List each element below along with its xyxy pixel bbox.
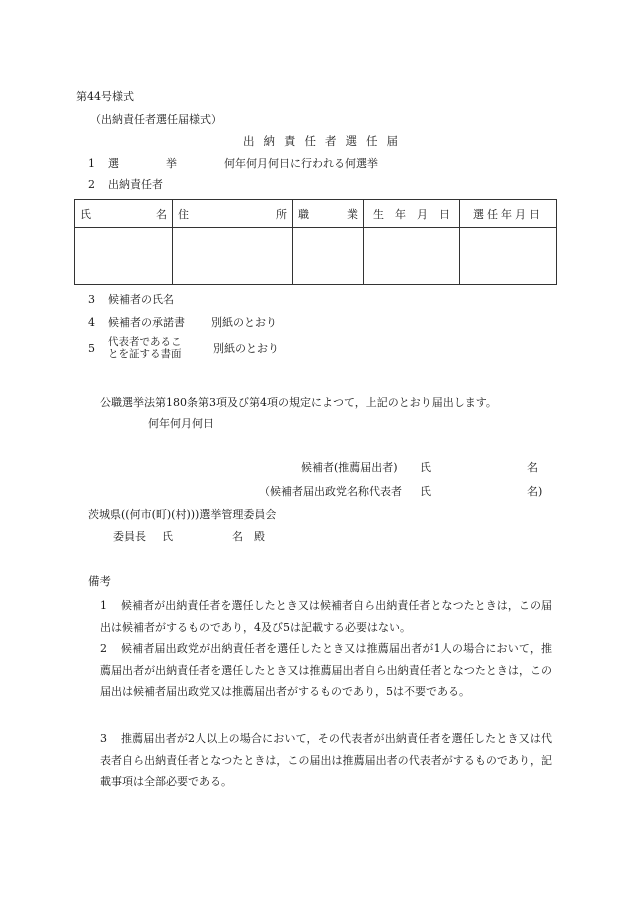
form-number: 第44号様式 xyxy=(76,90,134,103)
remark-note xyxy=(100,728,552,793)
signature-party-label: （候補者届出政党名称代表者 xyxy=(259,485,402,498)
item-representative-proof xyxy=(88,336,279,360)
item-label: 候補者の氏名 xyxy=(108,293,174,306)
item-label-a: 選 xyxy=(108,157,119,170)
remark-number: 2 xyxy=(100,642,107,655)
signature-candidate-label: 候補者(推薦届出者) xyxy=(301,461,398,474)
item-number: 4 xyxy=(88,316,95,329)
item-consent xyxy=(88,316,277,329)
header-occupation: 職 業 xyxy=(293,200,364,228)
remark-note xyxy=(100,638,552,703)
signature-candidate-na: 名 xyxy=(527,461,538,474)
form-subtitle: （出納責任者選任届様式） xyxy=(90,113,222,126)
remark-text: 候補者が出納責任者を選任したとき又は候補者自ら出納責任者となつたときは，この届出は候補者がするものであり，4及び5は記載する必要はない。 xyxy=(100,599,552,634)
chair-uji: 氏 xyxy=(162,530,173,543)
item-number: 5 xyxy=(88,341,95,355)
cell-occupation xyxy=(293,228,364,285)
item-number: 2 xyxy=(88,178,95,191)
item-value: 別紙のとおり xyxy=(213,342,279,356)
item-label: 代表者であるこ とを証する書面 xyxy=(108,336,182,361)
item-value: 別紙のとおり xyxy=(211,316,277,329)
item-candidate-name xyxy=(88,293,174,306)
cell-appointment-date xyxy=(460,228,557,285)
remarks-heading: 備考 xyxy=(88,574,111,588)
item-treasurer xyxy=(88,178,163,191)
chair-label: 委員長 xyxy=(113,530,146,543)
cell-name xyxy=(75,228,173,285)
header-address: 住 所 xyxy=(173,200,293,228)
addressee: 茨城県((何市(町)(村)))選挙管理委員会 xyxy=(88,508,277,521)
remark-text: 候補者届出政党が出納責任者を選任したとき又は推薦届出者が1人の場合において，推薦届出者が出納責任者を選任したとき又は推薦届出者自ら出納責任者となつたときは，この届出は候補者届出政党又は推薦届出者がするものであり，5は不要である。 xyxy=(100,642,552,698)
remark-number: 3 xyxy=(100,732,107,745)
remark-note xyxy=(100,595,552,638)
table-row xyxy=(75,228,557,285)
submission-date: 何年何月何日 xyxy=(148,417,214,430)
treasurer-table xyxy=(74,199,557,285)
cell-birthdate xyxy=(364,228,460,285)
declaration: 公職選挙法第180条第3項及び第4項の規定によつて，上記のとおり届出します。 xyxy=(100,396,497,409)
item-label: 出納責任者 xyxy=(108,178,163,191)
signature-party-na: 名) xyxy=(527,485,543,498)
page-title: 出納責任者選任届 xyxy=(243,134,407,148)
item-label-b: 挙 xyxy=(166,157,177,170)
remark-text: 推薦届出者が2人以上の場合において，その代表者が出納責任者を選任したとき又は代表者自ら出納責任者となつたときは，この届出は推薦届出者の代表者がするものであり，記載事項は全部必要である。 xyxy=(100,732,552,788)
chair-name: 名 殿 xyxy=(232,530,265,543)
signature-candidate-uji: 氏 xyxy=(420,461,431,474)
header-birthdate: 生 年 月 日 xyxy=(364,200,460,228)
table-header-row xyxy=(75,200,557,228)
header-name: 氏 名 xyxy=(75,200,173,228)
item-number: 3 xyxy=(88,293,95,306)
item-election xyxy=(88,157,378,170)
cell-address xyxy=(173,228,293,285)
item-value: 何年何月何日に行われる何選挙 xyxy=(224,157,378,170)
header-appointment-date: 選任年月日 xyxy=(460,200,557,228)
signature-party-uji: 氏 xyxy=(420,485,431,498)
item-label: 候補者の承諾書 xyxy=(108,316,185,329)
remark-number: 1 xyxy=(100,599,107,612)
item-number: 1 xyxy=(88,157,95,170)
